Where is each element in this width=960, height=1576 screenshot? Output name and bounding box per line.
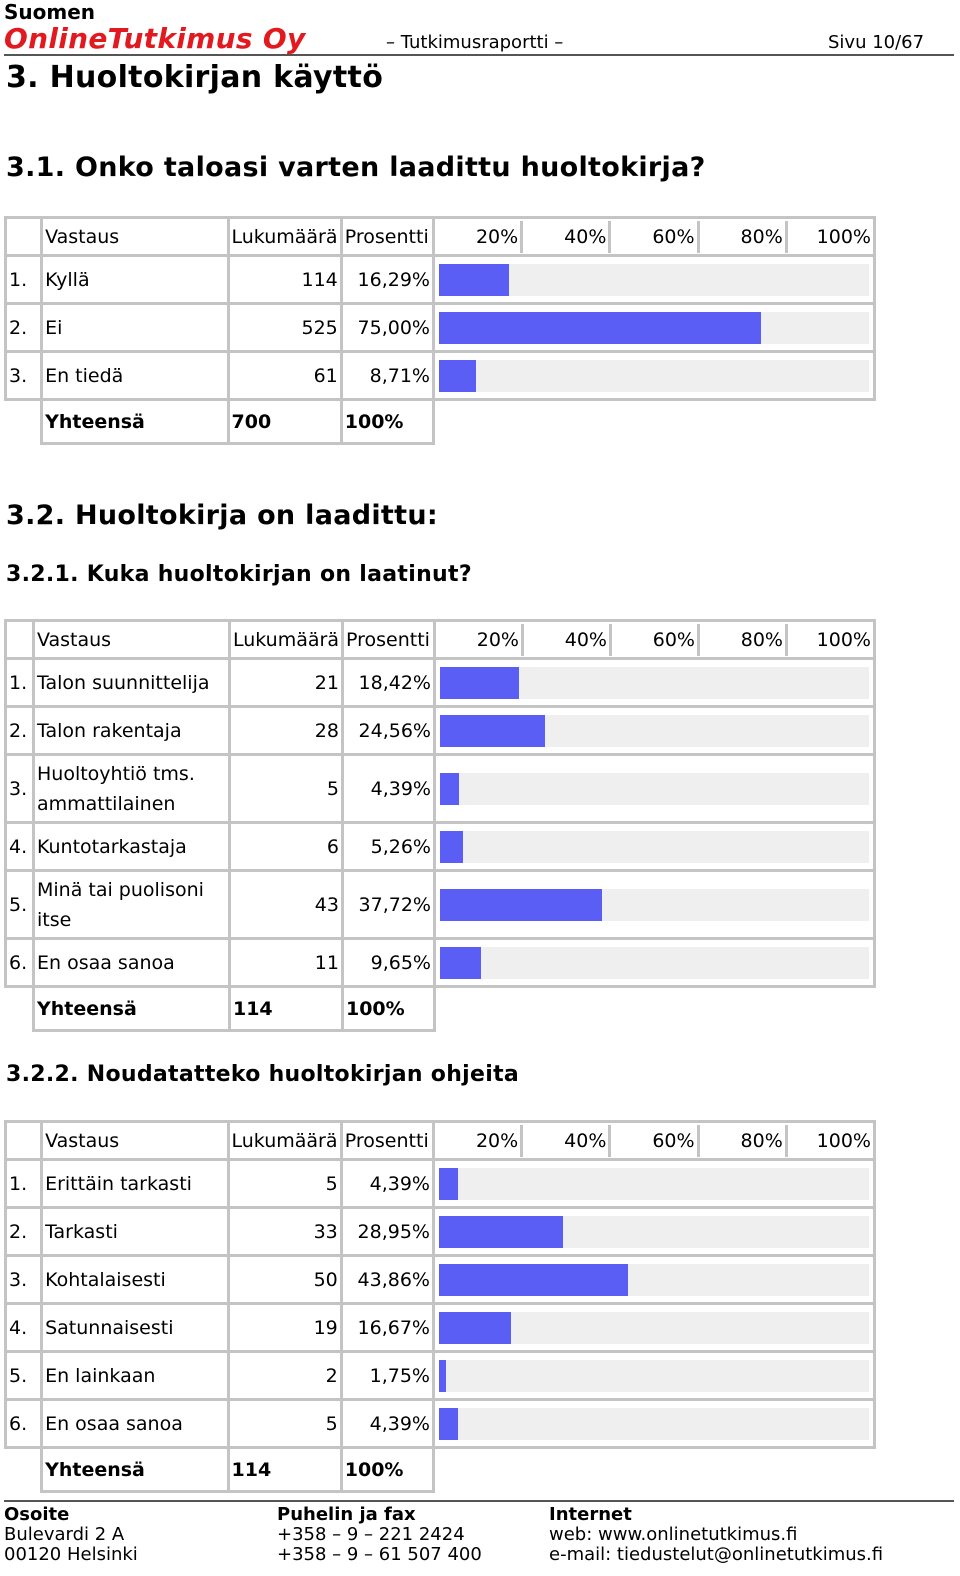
header-count: Lukumäärä — [228, 1122, 341, 1160]
header-count: Lukumäärä — [228, 218, 341, 256]
row-answer: Satunnaisesti — [42, 1304, 228, 1352]
scale-label: 80% — [697, 221, 785, 253]
row-count: 50 — [228, 1256, 341, 1304]
header-divider — [4, 54, 954, 56]
row-answer: En osaa sanoa — [42, 1400, 228, 1448]
row-bar-cell — [434, 823, 874, 871]
row-number: 6. — [6, 939, 34, 987]
bar-fill — [439, 360, 476, 392]
bar-track — [440, 667, 869, 699]
bar-track — [440, 715, 869, 747]
row-percent: 16,29% — [341, 256, 433, 304]
table-row — [6, 707, 875, 755]
brand-line1: Suomen — [4, 0, 96, 24]
total-spacer-right — [433, 400, 874, 444]
table-row — [6, 659, 875, 707]
table-row — [6, 256, 875, 304]
bar-track — [440, 773, 869, 805]
total-count: 700 — [228, 400, 341, 444]
table-header-row — [6, 218, 875, 256]
row-bar-cell — [433, 1160, 874, 1208]
table-row — [6, 1208, 875, 1256]
header-answer: Vastaus — [33, 621, 229, 659]
row-number: 3. — [6, 352, 42, 400]
table-row — [6, 1304, 875, 1352]
bar-fill — [439, 1264, 628, 1296]
row-percent: 24,56% — [342, 707, 434, 755]
table-row — [6, 304, 875, 352]
row-count: 5 — [228, 1160, 341, 1208]
footer-internet — [549, 1505, 883, 1565]
bar-fill — [439, 264, 509, 296]
row-number: 2. — [6, 304, 42, 352]
row-percent: 43,86% — [341, 1256, 433, 1304]
bar-fill — [440, 889, 602, 921]
row-count: 6 — [229, 823, 342, 871]
bar-fill — [439, 1312, 511, 1344]
row-bar-cell — [434, 871, 874, 939]
table-row — [6, 1400, 875, 1448]
header-count: Lukumäärä — [229, 621, 342, 659]
total-spacer-right — [433, 1448, 874, 1492]
row-count: 28 — [229, 707, 342, 755]
bar-fill — [440, 715, 545, 747]
bar-track — [439, 1168, 869, 1200]
row-bar-cell — [433, 1208, 874, 1256]
header-answer: Vastaus — [42, 218, 228, 256]
footer-phone — [277, 1505, 482, 1565]
row-count: 33 — [228, 1208, 341, 1256]
footer-phone-line1: +358 – 9 – 221 2424 — [277, 1524, 465, 1545]
bar-fill — [440, 667, 519, 699]
row-percent: 4,39% — [341, 1160, 433, 1208]
row-number: 4. — [6, 823, 34, 871]
row-bar-cell — [434, 755, 874, 823]
total-label: Yhteensä — [33, 987, 229, 1031]
row-answer: Erittäin tarkasti — [42, 1160, 228, 1208]
bar-track — [440, 831, 869, 863]
row-bar-cell — [433, 352, 874, 400]
row-bar-cell — [433, 1256, 874, 1304]
footer-internet-heading: Internet — [549, 1504, 632, 1525]
row-bar-cell — [433, 1400, 874, 1448]
bar-track — [439, 1312, 869, 1344]
footer-phone-heading: Puhelin ja fax — [277, 1504, 416, 1525]
footer-address-line2: 00120 Helsinki — [4, 1544, 138, 1565]
scale-label: 80% — [697, 624, 785, 656]
row-number: 5. — [6, 1352, 42, 1400]
bar-fill — [439, 1360, 447, 1392]
table-row — [6, 1352, 875, 1400]
header-percent: Prosentti — [341, 1122, 433, 1160]
bar-fill — [440, 831, 463, 863]
row-answer: Talon suunnittelija — [33, 659, 229, 707]
page-number: Sivu 10/67 — [828, 32, 925, 53]
bar-track — [439, 1408, 869, 1440]
bar-track — [440, 889, 869, 921]
row-percent: 8,71% — [341, 352, 433, 400]
total-count: 114 — [228, 1448, 341, 1492]
header-scale — [433, 1122, 874, 1160]
row-number: 1. — [6, 1160, 42, 1208]
question-title-q2-2: 3.2.2. Noudatatteko huoltokirjan ohjeita — [6, 1062, 520, 1087]
scale-label: 40% — [521, 624, 609, 656]
header-number-cell — [6, 1122, 42, 1160]
question-title-q1: 3.1. Onko taloasi varten laadittu huoltokirja? — [6, 152, 706, 183]
row-percent: 1,75% — [341, 1352, 433, 1400]
table-row — [6, 871, 875, 939]
row-answer: Kohtalaisesti — [42, 1256, 228, 1304]
row-answer: Huoltoyhtiö tms. ammattilainen — [33, 755, 229, 823]
scale-label: 20% — [475, 1129, 519, 1152]
row-answer: En lainkaan — [42, 1352, 228, 1400]
table-header-row — [6, 621, 875, 659]
bar-track — [440, 947, 869, 979]
table-row — [6, 1256, 875, 1304]
total-percent: 100% — [342, 987, 434, 1031]
bar-track — [439, 264, 869, 296]
total-percent: 100% — [341, 400, 433, 444]
bar-fill — [439, 1168, 458, 1200]
bar-track — [439, 1360, 869, 1392]
row-bar-cell — [434, 707, 874, 755]
row-answer: Talon rakentaja — [33, 707, 229, 755]
row-count: 5 — [229, 755, 342, 823]
footer-address — [4, 1505, 138, 1565]
total-label: Yhteensä — [42, 400, 228, 444]
footer-web[interactable]: web: www.onlinetutkimus.fi — [549, 1524, 798, 1545]
total-row — [6, 1448, 875, 1492]
row-answer: Kyllä — [42, 256, 228, 304]
row-count: 114 — [228, 256, 341, 304]
report-label: – Tutkimusraportti – — [386, 32, 564, 53]
row-count: 11 — [229, 939, 342, 987]
bar-fill — [439, 1216, 563, 1248]
row-number: 1. — [6, 659, 34, 707]
header-scale — [433, 218, 874, 256]
row-bar-cell — [434, 939, 874, 987]
footer-phone-line2: +358 – 9 – 61 507 400 — [277, 1544, 482, 1565]
bar-track — [439, 312, 869, 344]
row-number: 6. — [6, 1400, 42, 1448]
header-percent: Prosentti — [341, 218, 433, 256]
row-percent: 9,65% — [342, 939, 434, 987]
row-number: 2. — [6, 707, 34, 755]
section-subtitle: 3.2. Huoltokirja on laadittu: — [6, 500, 438, 531]
scale-label: 100% — [785, 1125, 873, 1157]
scale-label: 60% — [609, 624, 697, 656]
footer-address-line1: Bulevardi 2 A — [4, 1524, 125, 1545]
scale-label: 40% — [520, 1125, 608, 1157]
row-percent: 5,26% — [342, 823, 434, 871]
total-percent: 100% — [341, 1448, 433, 1492]
scale-label: 20% — [476, 628, 519, 651]
bar-track — [439, 360, 869, 392]
footer-address-heading: Osoite — [4, 1504, 70, 1525]
footer-divider — [4, 1500, 954, 1502]
total-row — [6, 987, 875, 1031]
total-spacer — [6, 987, 34, 1031]
row-bar-cell — [433, 256, 874, 304]
table-row — [6, 755, 875, 823]
total-spacer — [6, 1448, 42, 1492]
results-table-q1 — [4, 216, 876, 445]
question-title-q2-1: 3.2.1. Kuka huoltokirjan on laatinut? — [6, 562, 472, 587]
row-bar-cell — [433, 1352, 874, 1400]
scale-label: 40% — [520, 221, 608, 253]
total-label: Yhteensä — [42, 1448, 228, 1492]
table-row — [6, 823, 875, 871]
footer-email[interactable]: e-mail: tiedustelut@onlinetutkimus.fi — [549, 1544, 884, 1565]
header-number-cell — [6, 621, 34, 659]
row-answer: En osaa sanoa — [33, 939, 229, 987]
scale-label: 20% — [475, 225, 519, 248]
row-percent: 4,39% — [341, 1400, 433, 1448]
row-bar-cell — [433, 1304, 874, 1352]
section-title: 3. Huoltokirjan käyttö — [6, 60, 384, 95]
bar-fill — [440, 947, 481, 979]
row-number: 5. — [6, 871, 34, 939]
row-answer: Tarkasti — [42, 1208, 228, 1256]
row-percent: 4,39% — [342, 755, 434, 823]
total-row — [6, 400, 875, 444]
row-count: 5 — [228, 1400, 341, 1448]
results-table-q2-2 — [4, 1120, 876, 1493]
bar-fill — [440, 773, 459, 805]
row-number: 3. — [6, 1256, 42, 1304]
bar-fill — [439, 1408, 458, 1440]
row-percent: 37,72% — [342, 871, 434, 939]
row-count: 61 — [228, 352, 341, 400]
total-spacer — [6, 400, 42, 444]
row-number: 4. — [6, 1304, 42, 1352]
scale-label: 80% — [697, 1125, 785, 1157]
row-bar-cell — [434, 659, 874, 707]
row-answer: Kuntotarkastaja — [33, 823, 229, 871]
row-bar-cell — [433, 304, 874, 352]
bar-track — [439, 1216, 869, 1248]
row-answer: Minä tai puolisoni itse — [33, 871, 229, 939]
row-number: 1. — [6, 256, 42, 304]
header-number-cell — [6, 218, 42, 256]
total-spacer-right — [434, 987, 874, 1031]
header-percent: Prosentti — [342, 621, 434, 659]
row-count: 2 — [228, 1352, 341, 1400]
row-count: 525 — [228, 304, 341, 352]
row-answer: Ei — [42, 304, 228, 352]
scale-label: 60% — [608, 221, 696, 253]
header-scale — [434, 621, 874, 659]
row-count: 43 — [229, 871, 342, 939]
table-header-row — [6, 1122, 875, 1160]
results-table-q2-1 — [4, 619, 876, 1032]
row-count: 21 — [229, 659, 342, 707]
table-row — [6, 939, 875, 987]
row-number: 2. — [6, 1208, 42, 1256]
row-count: 19 — [228, 1304, 341, 1352]
bar-track — [439, 1264, 869, 1296]
table-row — [6, 352, 875, 400]
scale-label: 100% — [785, 221, 873, 253]
header-answer: Vastaus — [42, 1122, 228, 1160]
row-answer: En tiedä — [42, 352, 228, 400]
total-count: 114 — [229, 987, 342, 1031]
brand-line2: OnlineTutkimus Oy — [4, 22, 306, 55]
row-percent: 28,95% — [341, 1208, 433, 1256]
row-number: 3. — [6, 755, 34, 823]
row-percent: 18,42% — [342, 659, 434, 707]
scale-label: 100% — [785, 624, 873, 656]
bar-fill — [439, 312, 762, 344]
scale-label: 60% — [608, 1125, 696, 1157]
table-row — [6, 1160, 875, 1208]
row-percent: 75,00% — [341, 304, 433, 352]
row-percent: 16,67% — [341, 1304, 433, 1352]
